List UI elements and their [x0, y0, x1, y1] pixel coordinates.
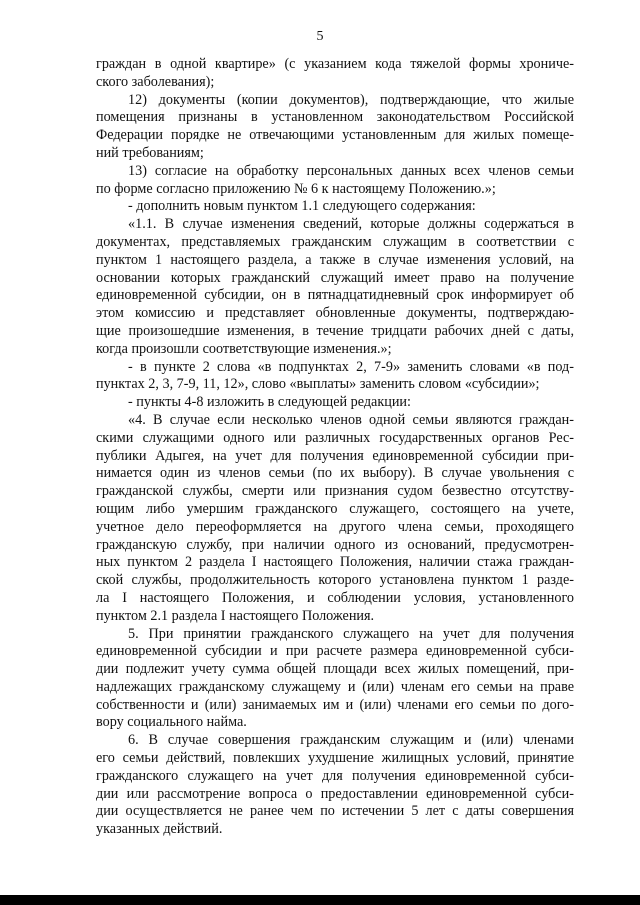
text-line: гражданского служащего на учет для получения единовременной субси- [96, 767, 574, 784]
text-line: основании которых гражданский служащий имеет право на получение [96, 269, 574, 286]
text-line: ской службы, продолжительность которого установлена пунктом 1 разде- [96, 572, 574, 589]
text-line: 13) согласие на обработку персональных данных всех членов семьи [128, 162, 574, 179]
text-line: гражданскую службу, при наличии одного из оснований, предусмотрен- [96, 536, 574, 553]
text-line: дии осуществляется не ранее чем по истечении 5 лет с даты совершения [96, 803, 574, 820]
text-line: единовременной субсидии, он в пятнадцатидневный срок информирует об [96, 287, 574, 304]
text-line: учетное дело переоформляется на другого члена семьи, проходящего [96, 518, 574, 535]
text-line: этом комиссию и представляет обновленные документы, подтверждаю- [96, 305, 574, 322]
scan-bottom-edge [0, 895, 640, 905]
text-line: дии подлежит учету сумма общей площади всех жилых помещений, при- [96, 661, 574, 678]
text-line: ла I настоящего Положения, и соблюдении условия, установленного [96, 589, 574, 606]
text-line: - в пункте 2 слова «в подпунктах 2, 7-9» заменить словами «в под- [128, 358, 574, 375]
page-number: 5 [316, 29, 324, 44]
text-line: нимается один из членов семьи (по их выбору). В случае увольнения с [96, 465, 574, 482]
text-line: ского заболевания); [96, 73, 215, 90]
text-line: ющим либо умершим гражданского служащего, состоящего на учете, [96, 500, 574, 517]
text-line: вору социального найма. [96, 714, 247, 731]
text-line: документах, представляемых гражданским служащим в соответствии с [96, 233, 574, 250]
text-line: ний требованиям; [96, 144, 204, 161]
text-line: по форме согласно приложению № 6 к настоящему Положению.»; [96, 180, 496, 197]
text-line: «1.1. В случае изменения сведений, которые должны содержаться в [128, 216, 574, 233]
text-line: пунктом 2.1 раздела I настоящего Положения. [96, 607, 375, 624]
text-line: «4. В случае если несколько членов одной семьи являются граждан- [128, 411, 574, 428]
text-line: - дополнить новым пунктом 1.1 следующего содержания: [128, 198, 476, 215]
text-line: пунктом 1 настоящего раздела, а также в случае изменения условий, на [96, 251, 574, 268]
text-line: гражданской службы, смерти или признания судом безвестно отсутству- [96, 483, 574, 500]
text-line: 12) документы (копии документов), подтверждающие, что жилые [128, 91, 574, 108]
text-line: Федерации порядке не отвечающими установленным для жилых помеще- [96, 127, 574, 144]
text-line: единовременной субсидии и при расчете размера единовременной субси- [96, 643, 574, 660]
text-line: его семьи действий, повлекших ухудшение жилищных условий, принятие [96, 750, 574, 767]
document-body [96, 56, 574, 839]
text-line: пунктах 2, 3, 7-9, 11, 12», слово «выплаты» заменить словом «субсидии»; [96, 376, 540, 393]
text-line: 5. При принятии гражданского служащего на учет для получения [128, 625, 574, 642]
text-line: когда произошли соответствующие изменения.»; [96, 340, 392, 357]
text-line: дии или рассмотрение вопроса о предоставлении единовременной субси- [96, 785, 574, 802]
text-line: граждан в одной квартире» (с указанием кода тяжелой формы хрониче- [96, 56, 574, 72]
text-line: указанных действий. [96, 821, 223, 838]
text-line: надлежащих гражданскому служащему и (или) членам его семьи на праве [96, 678, 574, 695]
text-line: помещения признаны в установленном законодательством Российской [96, 109, 574, 126]
text-line: скими служащими одного или различных государственных органов Рес- [96, 429, 574, 446]
text-line: публики Адыгея, на учет для получения единовременной субсидии при- [96, 447, 574, 464]
text-line: щие произошедшие изменения, в течение тридцати рабочих дней с даты, [96, 322, 574, 339]
text-line: 6. В случае совершения гражданским служащим и (или) членами [128, 732, 574, 749]
text-line: собственности и (или) занимаемых им и (или) членами его семьи по дого- [96, 696, 574, 713]
text-line: - пункты 4-8 изложить в следующей редакции: [128, 394, 411, 411]
text-line: ных пунктом 2 раздела I настоящего Положения, наличии стажа граждан- [96, 554, 574, 571]
